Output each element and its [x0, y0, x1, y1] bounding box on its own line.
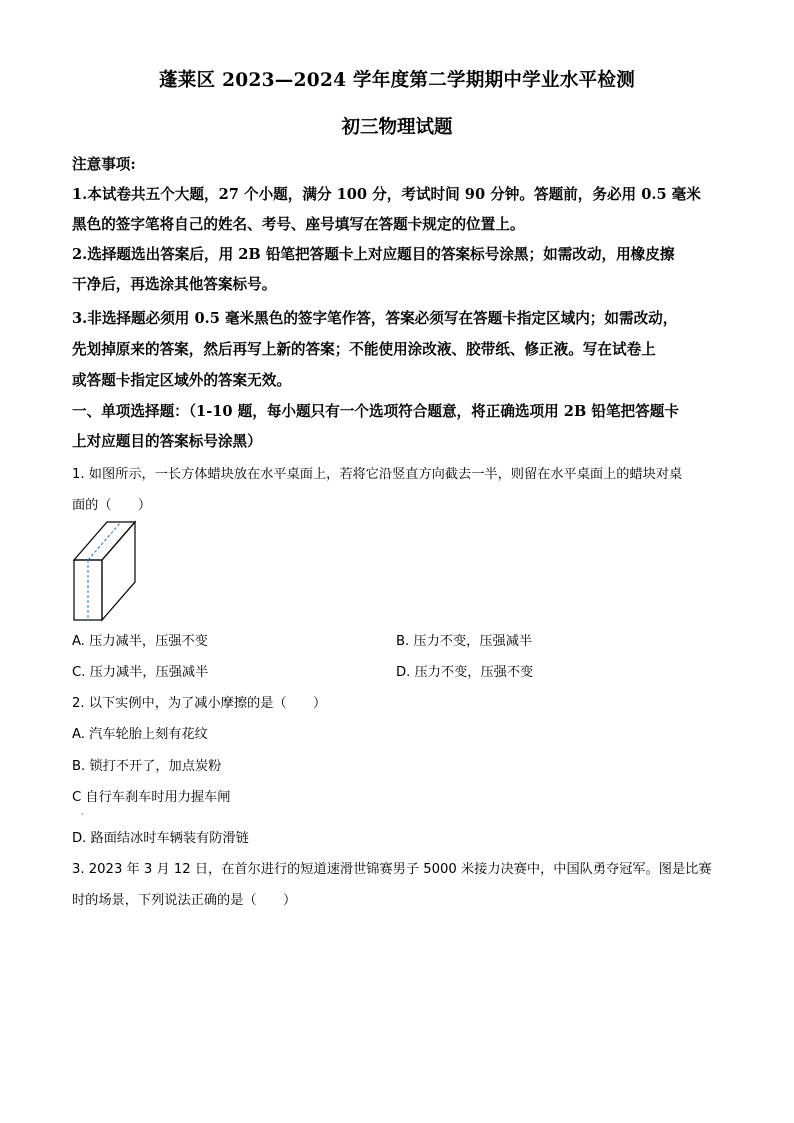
q1-option-a[interactable]: A. 压力减半，压强不变: [72, 634, 208, 649]
notice-line: 3.非选择题必须用 0.5 毫米黑色的签字笔作答，答案必须写在答题卡指定区域内；如需改动，: [72, 310, 678, 327]
q2-option-a[interactable]: A. 汽车轮胎上刻有花纹: [72, 727, 208, 742]
q2-option-c[interactable]: C 自行车刹车时用力握车闸: [72, 790, 231, 805]
q1-option-d[interactable]: D. 压力不变，压强不变: [396, 665, 534, 680]
q2-stem: 2. 以下实例中，为了减小摩擦的是（ ）: [72, 696, 327, 711]
q1-stem: 面的（ ）: [72, 498, 152, 513]
notice-line: 1.本试卷共五个大题，27 个小题，满分 100 分，考试时间 90 分钟。答题前，务必用 0.5 毫米: [72, 186, 701, 203]
section-heading: 上对应题目的答案标号涂黑）: [72, 433, 262, 450]
q1-option-b[interactable]: B. 压力不变，压强减半: [396, 634, 533, 649]
wax-block-figure: [72, 520, 142, 624]
q1-stem: 1. 如图所示，一长方体蜡块放在水平桌面上，若将它沿竖直方向截去一半，则留在水平桌面上的蜡块对桌: [72, 467, 683, 482]
cuboid-outline: [74, 522, 135, 620]
notice-heading: 注意事项:: [72, 156, 136, 173]
notice-line: 2.选择题选出答案后，用 2B 铅笔把答题卡上对应题目的答案标号涂黑；如需改动，用橡皮擦: [72, 246, 675, 263]
section-heading: 一、单项选择题：（1-10 题，每小题只有一个选项符合题意，将正确选项用 2B 铅笔把答题卡: [72, 403, 679, 420]
notice-line: 干净后，再选涂其他答案标号。: [72, 276, 277, 293]
q2-option-b[interactable]: B. 锁打不开了，加点炭粉: [72, 759, 222, 774]
exam-subtitle: 初三物理试题: [341, 117, 453, 138]
notice-line: 先划掉原来的答案，然后再写上新的答案；不能使用涂改液、胶带纸、修正液。写在试卷上: [72, 341, 656, 358]
q2-option-d[interactable]: D. 路面结冰时车辆装有防滑链: [72, 831, 249, 846]
q3-stem: 时的场景，下列说法正确的是（ ）: [72, 893, 297, 908]
cut-line: [88, 522, 121, 620]
stray-dot: ·: [81, 810, 84, 819]
q3-stem: 3. 2023 年 3 月 12 日，在首尔进行的短道速滑世锦赛男子 5000 米接力决赛中，中国队勇夺冠军。图是比赛: [72, 862, 712, 877]
notice-line: 黑色的签字笔将自己的姓名、考号、座号填写在答题卡规定的位置上。: [72, 216, 525, 233]
notice-line: 或答题卡指定区域外的答案无效。: [72, 372, 291, 389]
q1-option-c[interactable]: C. 压力减半，压强减半: [72, 665, 209, 680]
exam-title: 蓬莱区 2023—2024 学年度第二学期期中学业水平检测: [158, 70, 636, 91]
